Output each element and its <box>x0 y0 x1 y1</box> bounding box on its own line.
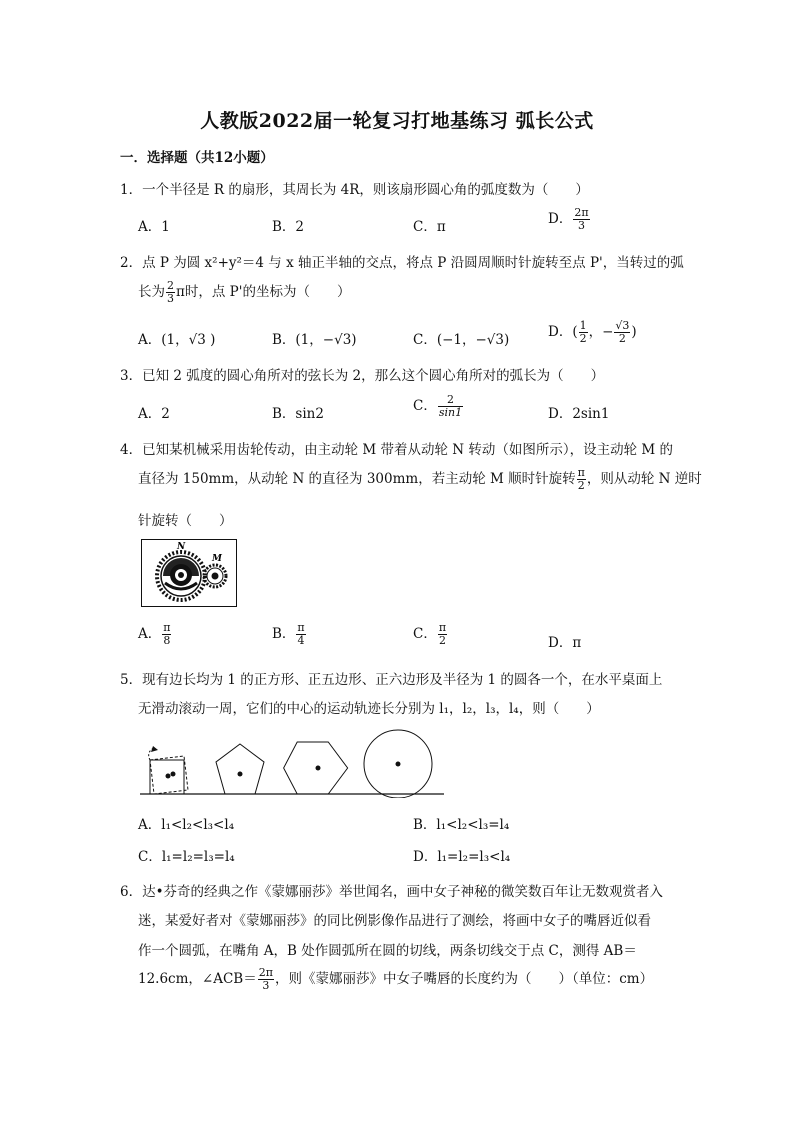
hexagon-icon <box>284 742 348 794</box>
rolling-shapes-figure <box>138 722 446 798</box>
gear-label-n: N <box>177 542 186 552</box>
q2-option-a[interactable]: A．(1，√3 ) <box>138 332 216 348</box>
section-heading: 一．选择题（共12小题） <box>120 150 274 166</box>
question-3-text: 3．已知 2 弧度的圆心角所对的弦长为 2，那么这个圆心角所对的弧长为（ ） <box>120 368 605 384</box>
q4-fraction <box>577 467 586 492</box>
gear-m-icon <box>204 565 226 587</box>
q3-option-d[interactable]: D．2sin1 <box>548 406 610 422</box>
q2-fraction <box>166 280 175 305</box>
q4-option-c[interactable] <box>413 622 448 647</box>
q4-c-prefix: C． <box>413 626 437 642</box>
q4-a-prefix: A． <box>138 626 162 642</box>
q2-line2-post: π时，点 P'的坐标为（ ） <box>176 284 351 300</box>
q2-d-n1: 1 <box>579 319 587 332</box>
q2-d-d2: 2 <box>618 332 626 345</box>
q3-option-c[interactable] <box>413 394 464 419</box>
q2-option-c[interactable]: C．(−1，−√3) <box>413 332 510 348</box>
q2-option-b[interactable]: B．(1，−√3) <box>272 332 357 348</box>
question-5-line2: 无滑动滚动一周，它们的中心的运动轨迹长分别为 l₁，l₂，l₃，l₄，则（ ） <box>138 701 600 717</box>
q6-fraction <box>258 967 274 992</box>
q4-b-num: π <box>297 621 305 634</box>
q4-line2-post: ，则从动轮 N 逆时 <box>586 471 702 487</box>
question-6-line2: 迷，某爱好者对《蒙娜丽莎》的同比例影像作品进行了测绘，将画中女子的嘴唇近似看 <box>138 913 651 929</box>
q2-d-prefix: D．( <box>548 324 578 340</box>
question-2-line1: 2．点 P 为圆 x²+y²＝4 与 x 轴正半轴的交点，将点 P 沿圆周顺时针旋转至点 P'，当转过的弧 <box>120 255 684 271</box>
q4-b-prefix: B． <box>272 626 296 642</box>
gear-figure <box>141 539 237 607</box>
gear-label-m: M <box>212 554 222 564</box>
question-5-line1: 5．现有边长均为 1 的正方形、正五边形、正六边形及半径为 1 的圆各一个，在水平桌面上 <box>120 672 663 688</box>
q4-a-num: π <box>163 621 171 634</box>
question-6-line4 <box>138 967 653 992</box>
q4-a-den: 8 <box>163 634 171 647</box>
q4-frac-num: π <box>577 466 585 479</box>
question-4-line3: 针旋转（ ） <box>138 513 233 529</box>
q1-d-fraction <box>573 207 589 232</box>
q2-d-d1: 2 <box>579 332 587 345</box>
q4-c-fraction <box>438 622 447 647</box>
q5-option-d[interactable]: D．l₁=l₂=l₃<l₄ <box>413 849 511 865</box>
q3-option-b[interactable]: B．sin2 <box>272 406 324 422</box>
q4-option-d[interactable]: D．π <box>548 635 582 651</box>
q6-line4-post: ，则《蒙娜丽莎》中女子嘴唇的长度约为（ ）（单位：cm） <box>274 971 654 987</box>
q1-d-den: 3 <box>577 219 585 232</box>
q2-d-frac1 <box>579 320 588 345</box>
q1-option-b[interactable]: B．2 <box>272 219 305 235</box>
q4-c-num: π <box>438 621 447 634</box>
q3-c-den: sin1 <box>438 406 463 419</box>
q2-frac-num: 2 <box>167 279 174 292</box>
q2-d-frac2 <box>614 320 630 345</box>
q4-line2-pre: 直径为 150mm，从动轮 N 的直径为 300mm，若主动轮 M 顺时针旋转 <box>138 471 576 487</box>
q4-b-den: 4 <box>297 634 305 647</box>
q2-frac-den: 3 <box>167 292 174 305</box>
q4-option-b[interactable] <box>272 622 307 647</box>
pentagon-icon <box>216 744 264 794</box>
q4-frac-den: 2 <box>577 479 585 492</box>
q4-a-fraction <box>162 622 171 647</box>
q3-c-fraction <box>438 394 463 419</box>
question-4-line1: 4．已知某机械采用齿轮传动，由主动轮 M 带着从动轮 N 转动（如图所示），设主动轮 M 的 <box>120 442 674 458</box>
q5-option-a[interactable]: A．l₁<l₂<l₃<l₄ <box>138 817 235 833</box>
q4-option-a[interactable] <box>138 622 172 647</box>
q2-option-d[interactable] <box>548 320 637 345</box>
q5-option-b[interactable]: B．l₁<l₂<l₃=l₄ <box>413 817 510 833</box>
q3-option-a[interactable]: A．2 <box>138 406 170 422</box>
question-1-text: 1．一个半径是 R 的扇形，其周长为 4R，则该扇形圆心角的弧度数为（ ） <box>120 182 589 198</box>
circle-icon <box>364 730 432 798</box>
q1-option-c[interactable]: C．π <box>413 219 446 235</box>
q1-d-num: 2π <box>574 206 589 219</box>
question-2-line2 <box>138 280 350 305</box>
q1-d-prefix: D． <box>548 211 573 227</box>
q4-b-fraction <box>296 622 305 647</box>
q5-option-c[interactable]: C．l₁=l₂=l₃=l₄ <box>138 849 235 865</box>
q3-c-prefix: C． <box>413 398 437 414</box>
q1-option-d[interactable] <box>548 207 591 232</box>
q6-line4-pre: 12.6cm，∠ACB＝ <box>138 971 257 987</box>
q4-c-den: 2 <box>438 634 446 647</box>
question-4-line2 <box>138 467 702 492</box>
q2-line2-pre: 长为 <box>138 284 165 300</box>
square-icon <box>149 746 188 794</box>
question-6-line1: 6．达•芬奇的经典之作《蒙娜丽莎》举世闻名，画中女子神秘的微笑数百年让无数观赏者入 <box>120 884 664 900</box>
q2-d-suffix: ) <box>631 324 637 340</box>
q1-option-a[interactable]: A．1 <box>138 219 170 235</box>
question-6-line3: 作一个圆弧，在嘴角 A，B 处作圆弧所在圆的切线，两条切线交于点 C，测得 AB＝ <box>138 943 637 959</box>
page-title: 人教版2022届一轮复习打地基练习 弧长公式 <box>200 110 594 132</box>
q2-d-mid: ，− <box>588 324 614 340</box>
q6-frac-num: 2π <box>258 966 273 979</box>
q3-c-num: 2 <box>438 394 463 407</box>
q6-frac-den: 3 <box>262 979 270 992</box>
q2-d-n2: √3 <box>615 319 630 332</box>
